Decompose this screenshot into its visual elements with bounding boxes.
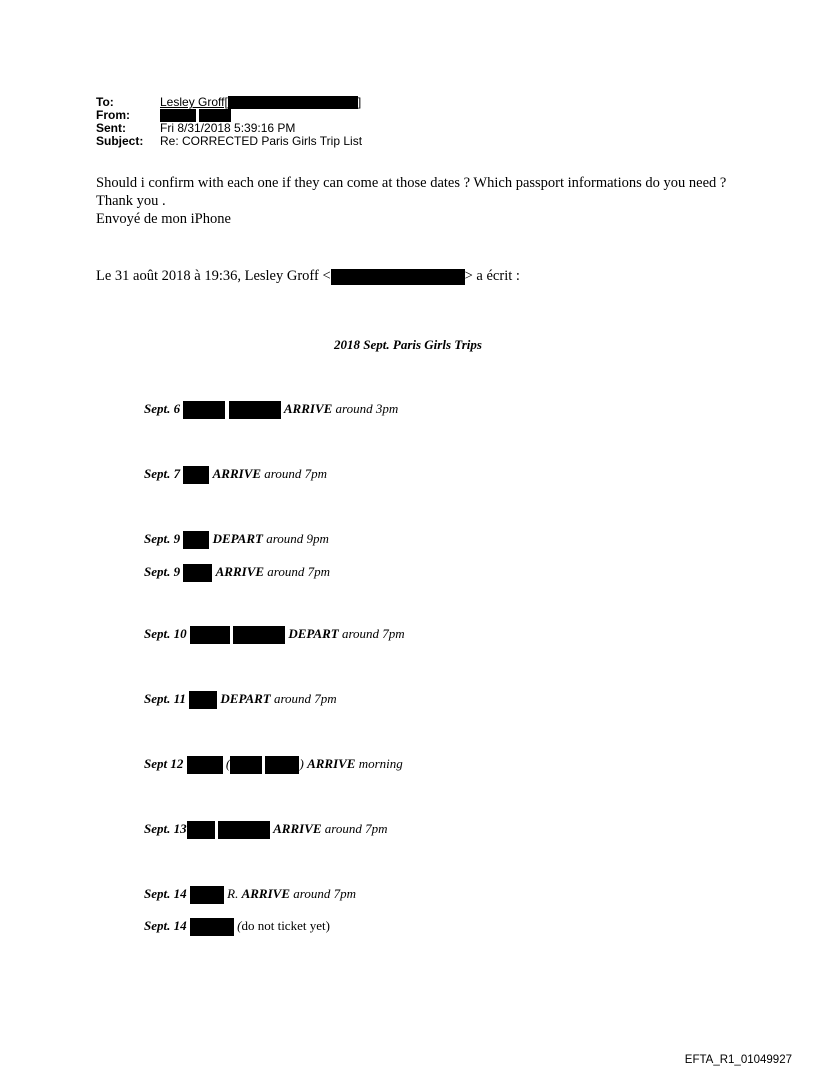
message-line: Should i confirm with each one if they can come at those dates ? Which passport informations do you need ?: [96, 175, 727, 191]
message-line: Thank you .: [96, 193, 166, 209]
trip-note-open: (: [237, 918, 242, 933]
trip-date: Sept. 10: [144, 626, 187, 641]
redaction-block: [190, 626, 230, 644]
email-header: [96, 96, 496, 160]
trip-date: Sept. 9: [144, 564, 181, 579]
trip-action: ARRIVE: [283, 401, 333, 416]
trip-detail: around 7pm: [338, 626, 405, 641]
redaction-block: [187, 821, 215, 839]
sent-label: Sent:: [96, 121, 126, 135]
redaction-block: [183, 531, 209, 549]
document-id: EFTA_R1_01049927: [684, 1054, 792, 1066]
trip-date: Sept. 9: [144, 531, 181, 546]
to-label: To:: [96, 95, 114, 109]
trip-action: DEPART: [220, 691, 271, 706]
redaction-block: [233, 626, 285, 644]
trip-entry: [144, 691, 337, 709]
redaction-block: [331, 269, 465, 285]
from-label: From:: [96, 108, 130, 122]
trip-prefix: R.: [227, 886, 239, 901]
trip-date: Sept. 14: [144, 886, 187, 901]
trip-detail: around 9pm: [262, 531, 329, 546]
trip-action: ARRIVE: [212, 466, 262, 481]
redaction-block: [183, 466, 209, 484]
subject-value: Re: CORRECTED Paris Girls Trip List: [160, 134, 363, 148]
trip-entry: [144, 886, 356, 904]
redaction-block: [187, 756, 223, 774]
trip-list-title: 2018 Sept. Paris Girls Trips: [334, 337, 482, 352]
redaction-block: [218, 821, 270, 839]
trip-detail: around 7pm: [264, 564, 331, 579]
trip-entry: [144, 821, 388, 839]
trip-date: Sept 12: [144, 756, 184, 771]
redaction-block: [229, 401, 281, 419]
trip-entry: [144, 531, 329, 549]
redaction-block: [190, 886, 224, 904]
sent-value: Fri 8/31/2018 5:39:16 PM: [160, 121, 296, 135]
trip-detail: around 7pm: [270, 691, 337, 706]
trip-date: Sept. 11: [144, 691, 186, 706]
to-value: [160, 96, 361, 109]
to-name: Lesley Groff[: [160, 95, 228, 109]
trip-detail: around 3pm: [332, 401, 399, 416]
trip-paren-open: (: [225, 756, 231, 771]
trip-detail: morning: [355, 756, 403, 771]
redaction-block: [265, 756, 299, 774]
trip-entry: [144, 564, 330, 582]
redaction-block: [183, 564, 212, 582]
redaction-block: [228, 96, 358, 109]
redaction-block: [183, 401, 225, 419]
trip-detail: around 7pm: [261, 466, 328, 481]
trip-date: Sept. 6: [144, 401, 181, 416]
trip-paren-close: ): [299, 756, 304, 771]
quote-line: [96, 267, 736, 285]
trip-detail: around 7pm: [290, 886, 356, 901]
redaction-block: [190, 918, 234, 936]
trip-action: ARRIVE: [241, 886, 290, 901]
redaction-block: [189, 691, 217, 709]
trip-entry: [144, 401, 398, 419]
trip-date: Sept. 13: [144, 821, 187, 836]
subject-label: Subject:: [96, 134, 144, 148]
trip-entry: [144, 626, 405, 644]
trip-date: Sept. 7: [144, 466, 181, 481]
trip-detail: around 7pm: [321, 821, 388, 836]
trip-entry: [144, 756, 403, 774]
trip-action: DEPART: [212, 531, 263, 546]
trip-note: do not ticket yet): [241, 918, 330, 933]
trip-action: ARRIVE: [307, 756, 356, 771]
to-close: ]: [357, 95, 362, 109]
message-line: Envoyé de mon iPhone: [96, 211, 231, 227]
quote-suffix: > a écrit :: [464, 268, 520, 284]
trip-date: Sept. 14: [144, 918, 187, 933]
trip-entry: [144, 466, 327, 484]
quote-prefix: Le 31 août 2018 à 19:36, Lesley Groff <: [96, 268, 331, 284]
message-body: [96, 174, 736, 228]
redaction-block: [230, 756, 262, 774]
trip-action: ARRIVE: [273, 821, 322, 836]
trip-entry: [144, 918, 330, 936]
trip-action: ARRIVE: [215, 564, 265, 579]
trip-action: DEPART: [288, 626, 339, 641]
